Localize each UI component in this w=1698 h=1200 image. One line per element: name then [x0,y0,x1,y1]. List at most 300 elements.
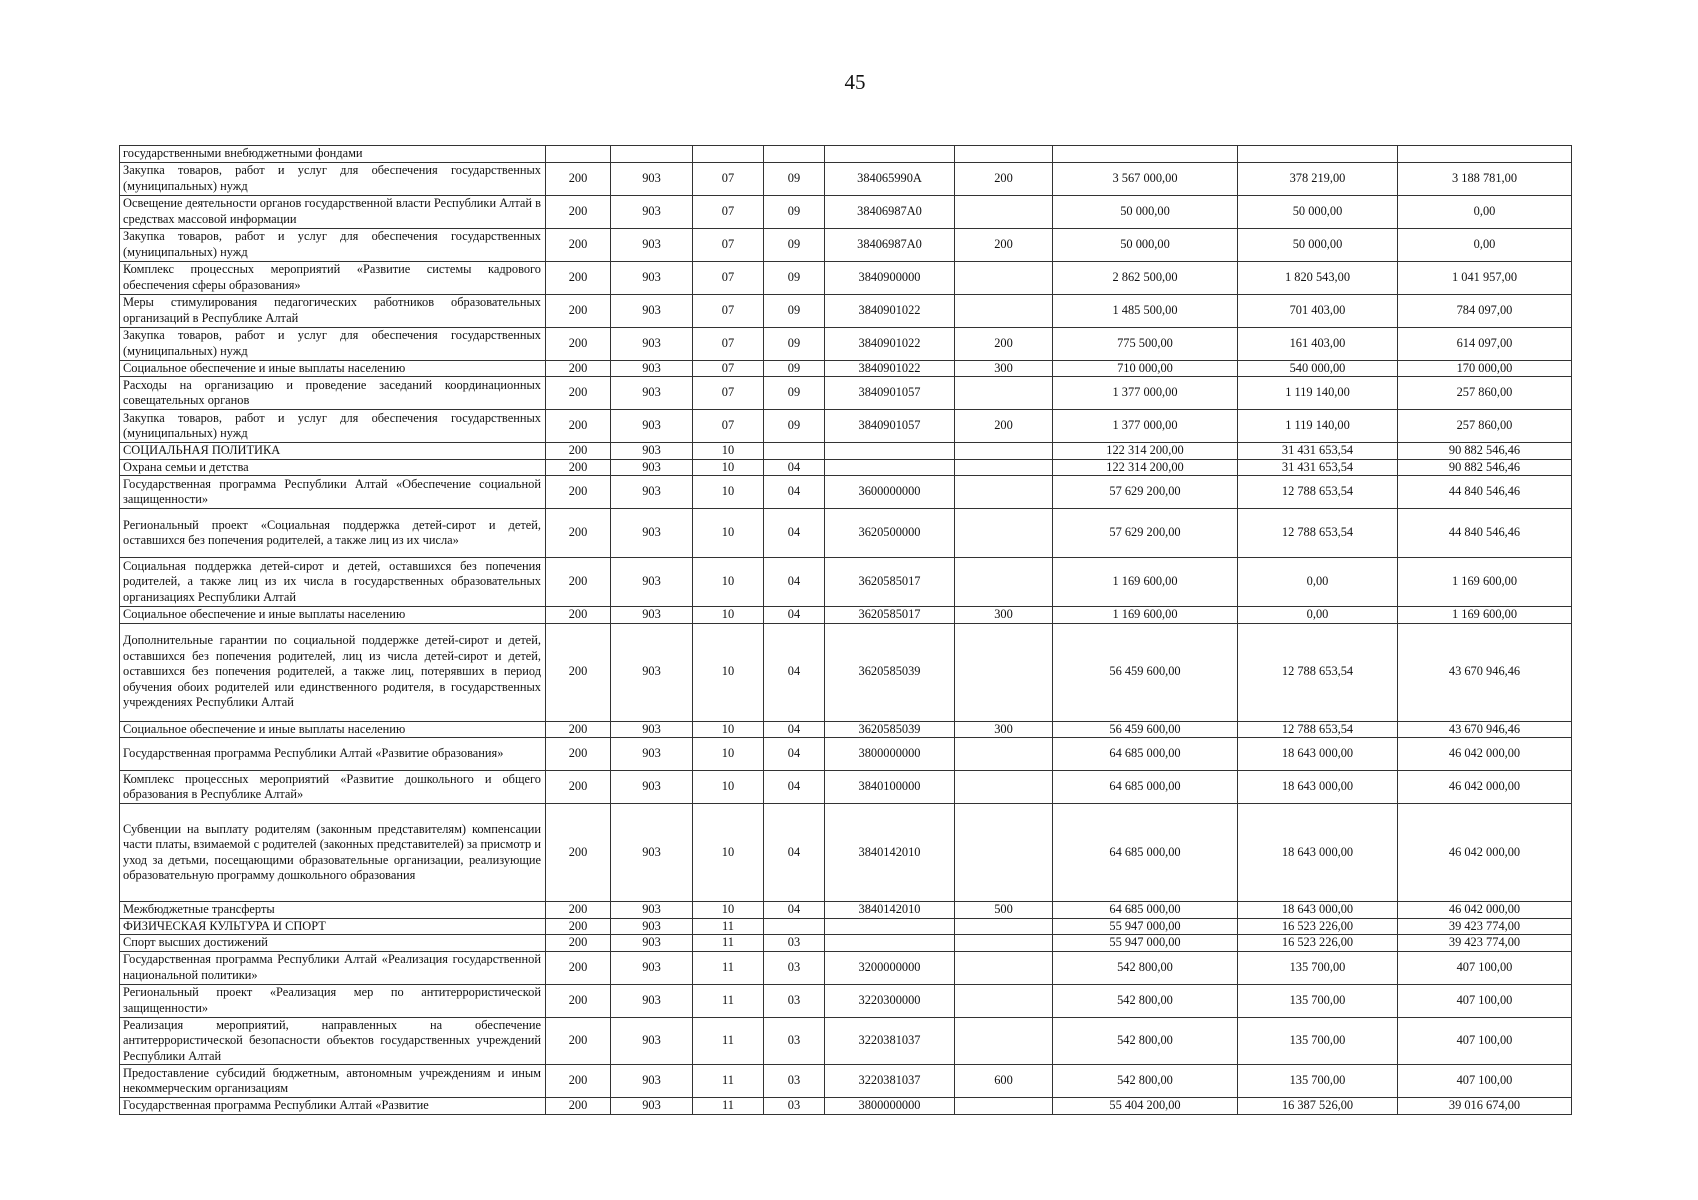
row-amount-total: 56 459 600,00 [1053,721,1238,738]
row-name: Социальное обеспечение и иные выплаты населению [120,721,546,738]
row-section: 10 [693,902,764,919]
table-row [120,360,1572,377]
table-row [120,410,1572,443]
row-subsection: 03 [764,1098,825,1115]
row-grbs: 200 [546,410,611,443]
row-code: 903 [611,1098,693,1115]
row-target-item: 3800000000 [825,1098,955,1115]
row-expense-type [955,294,1053,327]
row-amount-regional: 46 042 000,00 [1398,771,1572,804]
row-code: 903 [611,377,693,410]
row-section: 10 [693,623,764,721]
row-code: 903 [611,509,693,558]
row-grbs: 200 [546,443,611,460]
row-name: Социальное обеспечение и иные выплаты населению [120,360,546,377]
row-grbs [546,146,611,163]
row-amount-federal: 16 523 226,00 [1238,935,1398,952]
row-grbs: 200 [546,1017,611,1065]
row-name: Государственная программа Республики Алтай «Развитие образования» [120,738,546,771]
row-name: государственными внебюджетными фондами [120,146,546,163]
row-subsection: 09 [764,294,825,327]
row-grbs: 200 [546,261,611,294]
row-amount-federal: 16 387 526,00 [1238,1098,1398,1115]
row-grbs: 200 [546,195,611,228]
row-section: 11 [693,1098,764,1115]
row-amount-federal: 135 700,00 [1238,951,1398,984]
row-subsection: 03 [764,935,825,952]
row-grbs: 200 [546,918,611,935]
row-amount-federal: 50 000,00 [1238,195,1398,228]
row-name: Региональный проект «Социальная поддержка детей-сирот и детей, оставшихся без попечения родителей, а также лиц из их числа» [120,509,546,558]
row-amount-federal: 12 788 653,54 [1238,721,1398,738]
row-expense-type [955,459,1053,476]
table-row [120,738,1572,771]
row-amount-total: 1 169 600,00 [1053,558,1238,607]
row-code: 903 [611,738,693,771]
row-amount-regional: 0,00 [1398,228,1572,261]
row-section: 11 [693,935,764,952]
row-target-item: 3620585017 [825,607,955,624]
row-name: Комплекс процессных мероприятий «Развитие дошкольного и общего образования в Республике Алтай» [120,771,546,804]
table-row [120,918,1572,935]
row-expense-type [955,771,1053,804]
row-amount-total: 50 000,00 [1053,195,1238,228]
row-section: 10 [693,443,764,460]
row-amount-regional: 90 882 546,46 [1398,459,1572,476]
row-section: 11 [693,1017,764,1065]
row-section: 07 [693,327,764,360]
row-target-item: 3840142010 [825,804,955,902]
row-grbs: 200 [546,902,611,919]
table-row [120,443,1572,460]
row-amount-federal: 12 788 653,54 [1238,509,1398,558]
row-amount-federal: 18 643 000,00 [1238,902,1398,919]
row-amount-regional: 257 860,00 [1398,410,1572,443]
row-amount-regional: 39 423 774,00 [1398,918,1572,935]
row-code: 903 [611,443,693,460]
row-grbs: 200 [546,476,611,509]
row-target-item: 3840901022 [825,360,955,377]
row-expense-type [955,1017,1053,1065]
row-expense-type [955,476,1053,509]
row-amount-total: 64 685 000,00 [1053,804,1238,902]
row-name: СОЦИАЛЬНАЯ ПОЛИТИКА [120,443,546,460]
row-amount-total: 1 377 000,00 [1053,377,1238,410]
budget-table [119,145,1572,1115]
row-amount-federal: 0,00 [1238,558,1398,607]
row-section: 07 [693,261,764,294]
row-expense-type: 300 [955,607,1053,624]
row-section: 10 [693,771,764,804]
row-grbs: 200 [546,162,611,195]
row-grbs: 200 [546,607,611,624]
row-code: 903 [611,771,693,804]
row-amount-total: 710 000,00 [1053,360,1238,377]
row-amount-federal: 31 431 653,54 [1238,459,1398,476]
row-amount-regional: 407 100,00 [1398,1065,1572,1098]
row-section: 10 [693,459,764,476]
row-grbs: 200 [546,935,611,952]
row-amount-federal: 135 700,00 [1238,1065,1398,1098]
page-number: 45 [844,70,866,94]
row-expense-type [955,261,1053,294]
row-grbs: 200 [546,509,611,558]
row-expense-type [955,935,1053,952]
row-grbs: 200 [546,738,611,771]
row-subsection: 04 [764,902,825,919]
row-section: 10 [693,558,764,607]
row-expense-type: 200 [955,327,1053,360]
row-code: 903 [611,984,693,1017]
row-amount-regional: 170 000,00 [1398,360,1572,377]
row-section: 11 [693,984,764,1017]
row-subsection: 04 [764,738,825,771]
row-amount-regional: 614 097,00 [1398,327,1572,360]
row-target-item: 3840901057 [825,410,955,443]
row-expense-type [955,951,1053,984]
row-expense-type: 200 [955,228,1053,261]
row-amount-total [1053,146,1238,163]
row-amount-total: 64 685 000,00 [1053,771,1238,804]
row-section: 07 [693,360,764,377]
row-subsection: 04 [764,771,825,804]
row-amount-total: 55 947 000,00 [1053,935,1238,952]
row-amount-total: 542 800,00 [1053,1017,1238,1065]
row-amount-total: 2 862 500,00 [1053,261,1238,294]
row-name: Спорт высших достижений [120,935,546,952]
row-expense-type [955,377,1053,410]
row-name: Реализация мероприятий, направленных на обеспечение антитеррористической безопасности объектов государственных учреждений Республики Алтай [120,1017,546,1065]
row-expense-type: 200 [955,410,1053,443]
row-amount-total: 50 000,00 [1053,228,1238,261]
row-code: 903 [611,228,693,261]
row-grbs: 200 [546,951,611,984]
row-expense-type [955,509,1053,558]
row-expense-type: 200 [955,162,1053,195]
row-target-item: 3620585039 [825,623,955,721]
row-name: Меры стимулирования педагогических работников образовательных организаций в Республике Алтай [120,294,546,327]
row-amount-federal: 161 403,00 [1238,327,1398,360]
row-subsection: 04 [764,721,825,738]
row-name: Социальное обеспечение и иные выплаты населению [120,607,546,624]
table-row [120,984,1572,1017]
row-code: 903 [611,558,693,607]
table-row [120,1098,1572,1115]
row-subsection: 09 [764,195,825,228]
row-grbs: 200 [546,558,611,607]
row-amount-total: 3 567 000,00 [1053,162,1238,195]
row-code: 903 [611,195,693,228]
row-amount-regional: 1 169 600,00 [1398,558,1572,607]
row-target-item: 3620585017 [825,558,955,607]
row-amount-federal: 378 219,00 [1238,162,1398,195]
row-target-item: 3840900000 [825,261,955,294]
row-amount-regional: 1 041 957,00 [1398,261,1572,294]
table-row [120,935,1572,952]
row-amount-total: 542 800,00 [1053,984,1238,1017]
table-row [120,951,1572,984]
row-code: 903 [611,902,693,919]
table-row [120,804,1572,902]
row-grbs: 200 [546,984,611,1017]
row-amount-federal: 12 788 653,54 [1238,623,1398,721]
table-row [120,1065,1572,1098]
row-amount-federal: 50 000,00 [1238,228,1398,261]
table-row [120,1017,1572,1065]
row-name: Закупка товаров, работ и услуг для обеспечения государственных (муниципальных) нужд [120,410,546,443]
row-target-item [825,443,955,460]
table-row [120,228,1572,261]
row-grbs: 200 [546,623,611,721]
row-amount-federal: 540 000,00 [1238,360,1398,377]
row-grbs: 200 [546,804,611,902]
table-row [120,558,1572,607]
row-amount-regional: 257 860,00 [1398,377,1572,410]
table-row [120,146,1572,163]
row-target-item: 3800000000 [825,738,955,771]
row-target-item [825,935,955,952]
row-subsection: 04 [764,558,825,607]
row-expense-type [955,738,1053,771]
row-grbs: 200 [546,459,611,476]
row-section: 10 [693,607,764,624]
table-row [120,327,1572,360]
row-code: 903 [611,261,693,294]
row-target-item: 3600000000 [825,476,955,509]
row-code: 903 [611,607,693,624]
row-amount-regional: 43 670 946,46 [1398,623,1572,721]
row-code: 903 [611,918,693,935]
row-name: Закупка товаров, работ и услуг для обеспечения государственных (муниципальных) нужд [120,228,546,261]
row-section: 07 [693,228,764,261]
table-row [120,459,1572,476]
row-subsection: 04 [764,623,825,721]
row-amount-federal: 12 788 653,54 [1238,476,1398,509]
row-amount-regional: 46 042 000,00 [1398,902,1572,919]
row-code: 903 [611,1065,693,1098]
row-target-item: 3620585039 [825,721,955,738]
row-expense-type: 300 [955,360,1053,377]
row-target-item [825,459,955,476]
row-grbs: 200 [546,1098,611,1115]
row-code: 903 [611,162,693,195]
row-amount-regional: 3 188 781,00 [1398,162,1572,195]
row-grbs: 200 [546,327,611,360]
row-amount-regional: 39 016 674,00 [1398,1098,1572,1115]
row-subsection: 04 [764,459,825,476]
table-row [120,476,1572,509]
row-section: 07 [693,195,764,228]
row-amount-regional: 46 042 000,00 [1398,804,1572,902]
row-section: 07 [693,162,764,195]
row-amount-federal [1238,146,1398,163]
row-name: Государственная программа Республики Алтай «Развитие [120,1098,546,1115]
row-amount-federal: 1 119 140,00 [1238,410,1398,443]
row-code: 903 [611,935,693,952]
row-amount-total: 64 685 000,00 [1053,738,1238,771]
row-amount-regional: 1 169 600,00 [1398,607,1572,624]
row-subsection [764,146,825,163]
row-amount-federal: 31 431 653,54 [1238,443,1398,460]
row-amount-federal: 135 700,00 [1238,1017,1398,1065]
row-code: 903 [611,1017,693,1065]
row-section [693,146,764,163]
row-amount-total: 122 314 200,00 [1053,443,1238,460]
row-target-item: 3220381037 [825,1065,955,1098]
row-target-item: 3220381037 [825,1017,955,1065]
row-amount-regional: 39 423 774,00 [1398,935,1572,952]
row-target-item: 38406987А0 [825,228,955,261]
table-row [120,771,1572,804]
row-expense-type [955,804,1053,902]
row-amount-total: 57 629 200,00 [1053,509,1238,558]
row-name: Государственная программа Республики Алтай «Обеспечение социальной защищенности» [120,476,546,509]
row-subsection: 09 [764,261,825,294]
row-expense-type: 300 [955,721,1053,738]
table-row [120,509,1572,558]
row-subsection: 04 [764,804,825,902]
row-section: 10 [693,804,764,902]
row-amount-regional: 43 670 946,46 [1398,721,1572,738]
row-code: 903 [611,360,693,377]
row-section: 07 [693,294,764,327]
row-code [611,146,693,163]
row-grbs: 200 [546,771,611,804]
row-subsection: 09 [764,228,825,261]
row-subsection: 03 [764,1065,825,1098]
row-subsection: 09 [764,410,825,443]
row-amount-total: 55 404 200,00 [1053,1098,1238,1115]
row-code: 903 [611,721,693,738]
row-name: Расходы на организацию и проведение заседаний координационных совещательных органов [120,377,546,410]
row-target-item: 3840142010 [825,902,955,919]
row-amount-total: 122 314 200,00 [1053,459,1238,476]
row-name: Закупка товаров, работ и услуг для обеспечения государственных (муниципальных) нужд [120,162,546,195]
row-name: Дополнительные гарантии по социальной поддержке детей-сирот и детей, оставшихся без попечения родителей, лиц из числа детей-сирот и детей, оставшихся без попечения родителей, а также лиц, потерявших в период обучения обоих родителей или единственного родителя, в государственных учреждениях Республики Алтай [120,623,546,721]
row-amount-total: 542 800,00 [1053,951,1238,984]
row-code: 903 [611,410,693,443]
row-amount-regional: 784 097,00 [1398,294,1572,327]
table-row [120,261,1572,294]
row-section: 11 [693,951,764,984]
table-row [120,294,1572,327]
table-row [120,195,1572,228]
row-amount-regional: 90 882 546,46 [1398,443,1572,460]
row-code: 903 [611,623,693,721]
row-amount-regional: 407 100,00 [1398,1017,1572,1065]
row-grbs: 200 [546,377,611,410]
row-expense-type: 600 [955,1065,1053,1098]
row-subsection: 09 [764,377,825,410]
row-subsection: 04 [764,509,825,558]
row-subsection: 04 [764,607,825,624]
row-target-item: 3620500000 [825,509,955,558]
row-amount-regional [1398,146,1572,163]
row-subsection: 09 [764,162,825,195]
row-amount-total: 542 800,00 [1053,1065,1238,1098]
row-subsection: 03 [764,1017,825,1065]
row-amount-federal: 16 523 226,00 [1238,918,1398,935]
row-amount-total: 55 947 000,00 [1053,918,1238,935]
row-amount-federal: 0,00 [1238,607,1398,624]
row-name: Предоставление субсидий бюджетным, автономным учреждениям и иным некоммерческим организациям [120,1065,546,1098]
row-amount-regional: 44 840 546,46 [1398,509,1572,558]
row-expense-type [955,1098,1053,1115]
row-subsection [764,918,825,935]
row-amount-regional: 407 100,00 [1398,951,1572,984]
row-amount-total: 1 377 000,00 [1053,410,1238,443]
row-code: 903 [611,459,693,476]
row-target-item: 3840100000 [825,771,955,804]
row-section: 10 [693,509,764,558]
table-row [120,902,1572,919]
row-subsection [764,443,825,460]
row-amount-federal: 1 820 543,00 [1238,261,1398,294]
row-expense-type [955,558,1053,607]
row-name: Межбюджетные трансферты [120,902,546,919]
row-subsection: 09 [764,360,825,377]
row-expense-type [955,443,1053,460]
row-amount-federal: 18 643 000,00 [1238,804,1398,902]
row-amount-regional: 44 840 546,46 [1398,476,1572,509]
table-body [120,146,1572,1115]
row-expense-type: 500 [955,902,1053,919]
row-section: 10 [693,738,764,771]
row-amount-regional: 46 042 000,00 [1398,738,1572,771]
row-target-item: 38406987А0 [825,195,955,228]
row-subsection: 04 [764,476,825,509]
row-amount-total: 57 629 200,00 [1053,476,1238,509]
row-amount-total: 775 500,00 [1053,327,1238,360]
row-target-item: 3840901057 [825,377,955,410]
row-amount-total: 1 169 600,00 [1053,607,1238,624]
table-row [120,377,1572,410]
row-target-item: 3840901022 [825,294,955,327]
row-amount-federal: 18 643 000,00 [1238,771,1398,804]
row-name: ФИЗИЧЕСКАЯ КУЛЬТУРА И СПОРТ [120,918,546,935]
row-name: Государственная программа Республики Алтай «Реализация государственной национальной политики» [120,951,546,984]
row-target-item: 3840901022 [825,327,955,360]
row-amount-total: 64 685 000,00 [1053,902,1238,919]
row-subsection: 09 [764,327,825,360]
row-name: Социальная поддержка детей-сирот и детей, оставшихся без попечения родителей, а также лиц из их числа в государственных образовательных организациях Республики Алтай [120,558,546,607]
row-name: Освещение деятельности органов государственной власти Республики Алтай в средствах массовой информации [120,195,546,228]
row-target-item: 3200000000 [825,951,955,984]
row-subsection: 03 [764,984,825,1017]
row-section: 10 [693,721,764,738]
row-section: 11 [693,1065,764,1098]
row-name: Субвенции на выплату родителям (законным представителям) компенсации части платы, взимаемой с родителей (законных представителей) за присмотр и уход за детьми, посещающими образовательные организации, реализующие образовательную программу дошкольного образования [120,804,546,902]
row-section: 11 [693,918,764,935]
row-amount-federal: 1 119 140,00 [1238,377,1398,410]
row-section: 10 [693,476,764,509]
row-amount-regional: 407 100,00 [1398,984,1572,1017]
row-target-item: 384065990А [825,162,955,195]
row-grbs: 200 [546,721,611,738]
row-target-item: 3220300000 [825,984,955,1017]
row-code: 903 [611,804,693,902]
row-amount-total: 1 485 500,00 [1053,294,1238,327]
row-grbs: 200 [546,294,611,327]
row-code: 903 [611,294,693,327]
row-name: Региональный проект «Реализация мер по антитеррористической защищенности» [120,984,546,1017]
table-row [120,607,1572,624]
row-amount-federal: 701 403,00 [1238,294,1398,327]
table-row [120,721,1572,738]
row-code: 903 [611,327,693,360]
row-section: 07 [693,410,764,443]
row-amount-federal: 135 700,00 [1238,984,1398,1017]
